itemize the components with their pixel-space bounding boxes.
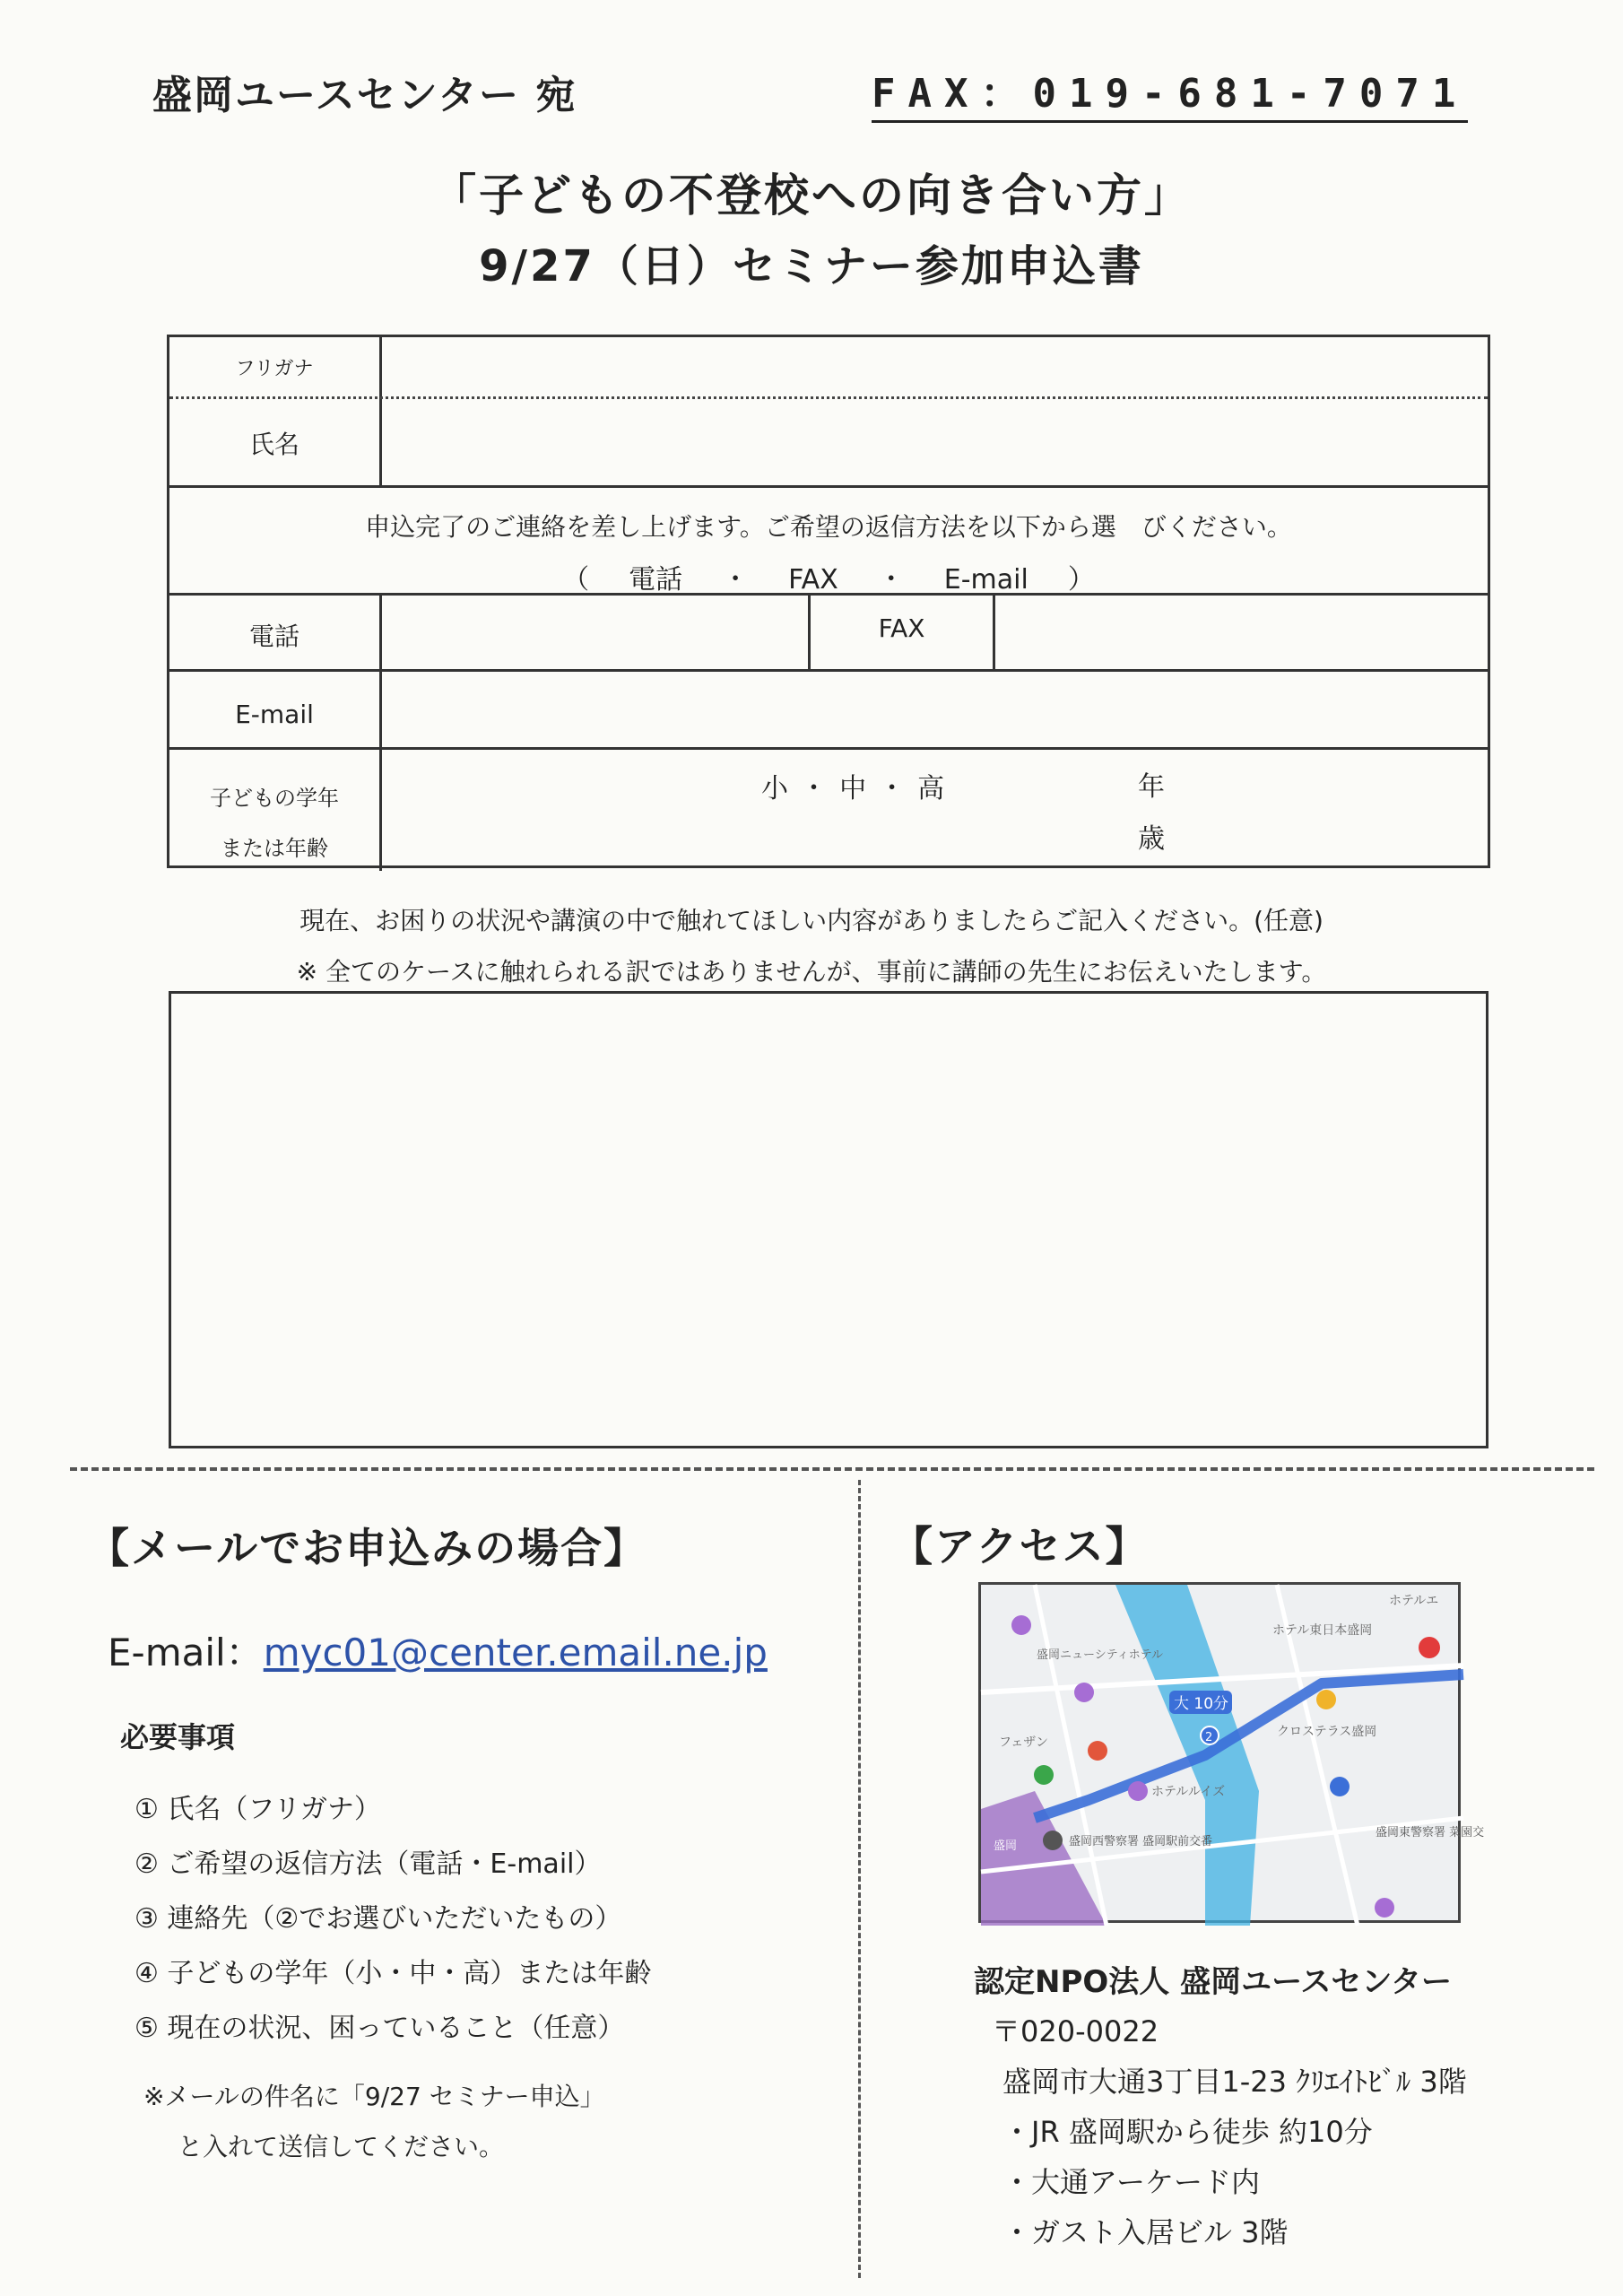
map-label-hotel-ruiz: ホテルルイズ xyxy=(1151,1785,1226,1799)
map-label-new-city-hotel: 盛岡ニューシティホテル xyxy=(1037,1648,1164,1662)
required-items-title: 必要事項 xyxy=(120,1720,236,1754)
map-label-cross-terrace: クロステラス盛岡 xyxy=(1277,1725,1377,1739)
map-label-police-east: 盛岡東警察署 菜園交 xyxy=(1376,1826,1485,1839)
organization-name: 認定NPO法人 盛岡ユースセンター xyxy=(974,1964,1453,2000)
access-map[interactable] xyxy=(978,1582,1485,1923)
required-item: ③ 連絡先（②でお選びいただいたもの） xyxy=(135,1903,622,1935)
map-graphic xyxy=(981,1585,1485,1926)
required-item: ⑤ 現在の状況、困っていること（任意） xyxy=(135,2013,625,2044)
email-line xyxy=(108,1623,768,1677)
furigana-field[interactable] xyxy=(385,337,1488,395)
name-field[interactable] xyxy=(385,400,1488,483)
phone-label: 電話 xyxy=(248,622,299,651)
route-marker-label: 2 xyxy=(1205,1731,1213,1744)
postal-code: 〒020-0022 xyxy=(992,2014,1159,2048)
fax-field[interactable] xyxy=(996,596,1488,669)
free-text-box[interactable] xyxy=(169,991,1488,1448)
access-arcade: ・大通アーケード内 xyxy=(1002,2165,1261,2199)
walk-time-label: 大 10分 xyxy=(1174,1695,1229,1713)
form-title: 9/27（日）セミナー参加申込書 xyxy=(479,241,1144,291)
address: 盛岡市大通3丁目1-23 ｸﾘｴｲﾄﾋﾞﾙ 3階 xyxy=(1002,2065,1467,2099)
access-building: ・ガスト入居ビル 3階 xyxy=(1002,2215,1289,2249)
recipient-label: 盛岡ユースセンター 宛 xyxy=(152,73,577,118)
furigana-label: フリガナ xyxy=(235,358,314,380)
name-label: 氏名 xyxy=(248,430,299,459)
grade-label-1: 子どもの学年 xyxy=(210,786,339,811)
paren-open: （ xyxy=(562,564,590,596)
paren-close: ） xyxy=(1067,564,1095,596)
map-label-fezan: フェザン xyxy=(999,1735,1049,1750)
required-item: ① 氏名（フリガナ） xyxy=(135,1794,381,1825)
access-walk: ・JR 盛岡駅から徒歩 約10分 xyxy=(1002,2115,1373,2149)
reply-method-options xyxy=(169,557,1488,596)
email-label: E-mail xyxy=(235,700,314,729)
separator-dot: ・ xyxy=(722,564,750,596)
vertical-dashed-divider xyxy=(858,1480,861,2278)
phone-field[interactable] xyxy=(385,596,806,669)
free-text-note: ※ 全てのケースに触れられる訳ではありませんが、事前に講師の先生にお伝えいたします。 xyxy=(296,957,1327,987)
fax-number: FAX：019-681-7071 xyxy=(872,61,1468,123)
seminar-title: 「子どもの不登校への向き合い方」 xyxy=(431,170,1192,222)
email-prefix: E-mail： xyxy=(108,1631,264,1674)
grade-unit: 年 xyxy=(1138,771,1165,803)
access-section-title: 【アクセス】 xyxy=(891,1522,1149,1570)
grade-options[interactable]: 小 ・ 中 ・ 高 xyxy=(761,773,947,804)
age-unit: 歳 xyxy=(1138,823,1165,855)
separator-dot: ・ xyxy=(877,564,905,596)
reply-notice: 申込完了のご連絡を差し上げます。ご希望の返信方法を以下から選 びください。 xyxy=(365,512,1292,542)
map-label-station: 盛岡 xyxy=(994,1839,1018,1853)
grade-label-2: または年齢 xyxy=(221,836,328,861)
fax-label: FAX xyxy=(878,613,925,643)
application-form xyxy=(167,335,1490,868)
map-label-hotel-e: ホテルエ xyxy=(1389,1594,1439,1608)
required-item: ② ご希望の返信方法（電話・E-mail） xyxy=(135,1848,602,1880)
reply-option-fax[interactable]: FAX xyxy=(788,564,838,596)
free-text-instruction: 現在、お困りの状況や講演の中で触れてほしい内容がありましたらご記入ください。(任意) xyxy=(299,906,1324,935)
email-link[interactable]: myc01@center.email.ne.jp xyxy=(263,1631,768,1674)
horizontal-cut-line xyxy=(70,1467,1594,1471)
required-item: ④ 子どもの学年（小・中・高）または年齢 xyxy=(135,1958,652,1989)
subject-note-2: と入れて送信してください。 xyxy=(178,2132,505,2161)
email-field[interactable] xyxy=(385,673,1488,744)
reply-option-phone[interactable]: 電話 xyxy=(629,564,683,596)
subject-note: ※メールの件名に「9/27 セミナー申込」 xyxy=(143,2082,605,2111)
map-label-hotel-higashinihon: ホテル東日本盛岡 xyxy=(1272,1623,1373,1638)
mail-section-title: 【メールでお申込みの場合】 xyxy=(88,1524,647,1572)
reply-option-email[interactable]: E-mail xyxy=(943,564,1028,596)
map-label-police: 盛岡西警察署 盛岡駅前交番 xyxy=(1069,1835,1213,1848)
